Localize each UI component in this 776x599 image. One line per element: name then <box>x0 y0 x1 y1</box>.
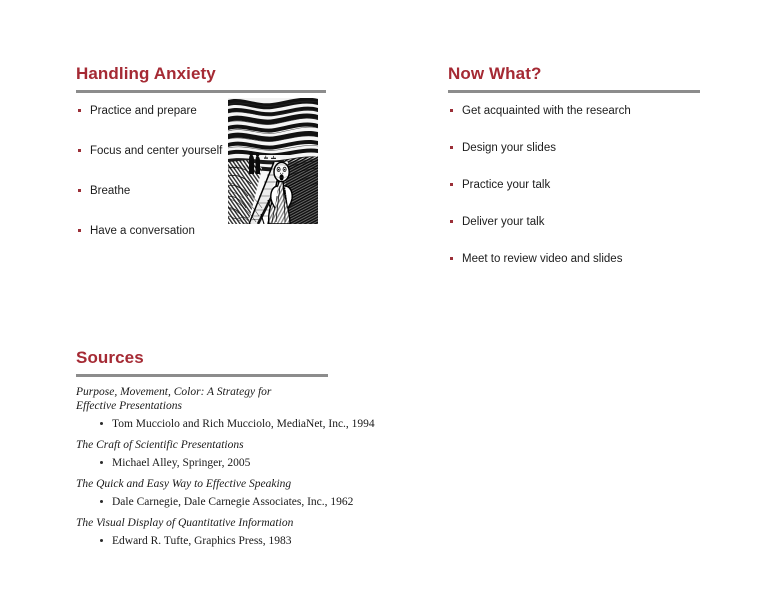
now-what-bullet-list <box>448 104 700 266</box>
now-what-heading: Now What? <box>448 64 542 83</box>
source-entry <box>76 385 376 431</box>
list-item <box>448 178 700 192</box>
source-author-text: Tom Mucciolo and Rich Mucciolo, MediaNet, Inc., 1994 <box>112 418 375 430</box>
source-author <box>76 534 376 548</box>
bullet-marker-icon <box>100 539 103 542</box>
source-entry <box>76 438 376 470</box>
sources-rule <box>76 374 328 377</box>
list-item <box>448 215 700 229</box>
source-entry <box>76 477 376 509</box>
sources-panel <box>76 348 375 555</box>
bullet-marker-icon <box>78 149 81 152</box>
list-item <box>448 104 700 118</box>
source-title: Purpose, Movement, Color: A Strategy for Effective Presentations <box>76 386 272 412</box>
source-author <box>76 417 376 431</box>
the-scream-illustration <box>228 98 318 224</box>
now-what-panel <box>448 64 700 266</box>
bullet-text: Breathe <box>90 185 131 197</box>
list-item <box>448 141 700 155</box>
source-author <box>76 456 376 470</box>
bullet-marker-icon <box>78 189 81 192</box>
bullet-text: Focus and center yourself <box>90 145 223 157</box>
source-author-text: Edward R. Tufte, Graphics Press, 1983 <box>112 535 292 547</box>
bullet-text: Deliver your talk <box>462 216 545 228</box>
handling-anxiety-heading: Handling Anxiety <box>76 64 216 83</box>
bullet-text: Design your slides <box>462 142 556 154</box>
bullet-text: Practice your talk <box>462 179 551 191</box>
source-entry <box>76 516 376 548</box>
bullet-marker-icon <box>450 183 453 186</box>
bullet-marker-icon <box>100 422 103 425</box>
the-scream-svg <box>228 98 318 224</box>
bullet-marker-icon <box>450 109 453 112</box>
bullet-marker-icon <box>100 500 103 503</box>
bullet-marker-icon <box>78 109 81 112</box>
bullet-marker-icon <box>450 146 453 149</box>
bullet-marker-icon <box>450 257 453 260</box>
bullet-text: Meet to review video and slides <box>462 253 623 265</box>
source-title: The Craft of Scientific Presentations <box>76 439 244 451</box>
list-item <box>448 252 700 266</box>
sources-heading: Sources <box>76 348 144 367</box>
bullet-text: Practice and prepare <box>90 105 197 117</box>
handling-anxiety-rule <box>76 90 326 93</box>
bullet-marker-icon <box>100 461 103 464</box>
sources-entry-list <box>76 385 376 548</box>
bullet-text: Get acquainted with the research <box>462 105 631 117</box>
bullet-text: Have a conversation <box>90 225 195 237</box>
now-what-rule <box>448 90 700 93</box>
bullet-marker-icon <box>450 220 453 223</box>
source-author-text: Michael Alley, Springer, 2005 <box>112 457 251 469</box>
bullet-marker-icon <box>78 229 81 232</box>
list-item <box>76 224 326 238</box>
source-title: The Visual Display of Quantitative Information <box>76 517 294 529</box>
source-author <box>76 495 376 509</box>
source-author-text: Dale Carnegie, Dale Carnegie Associates, Inc., 1962 <box>112 496 354 508</box>
source-title: The Quick and Easy Way to Effective Speaking <box>76 478 292 490</box>
